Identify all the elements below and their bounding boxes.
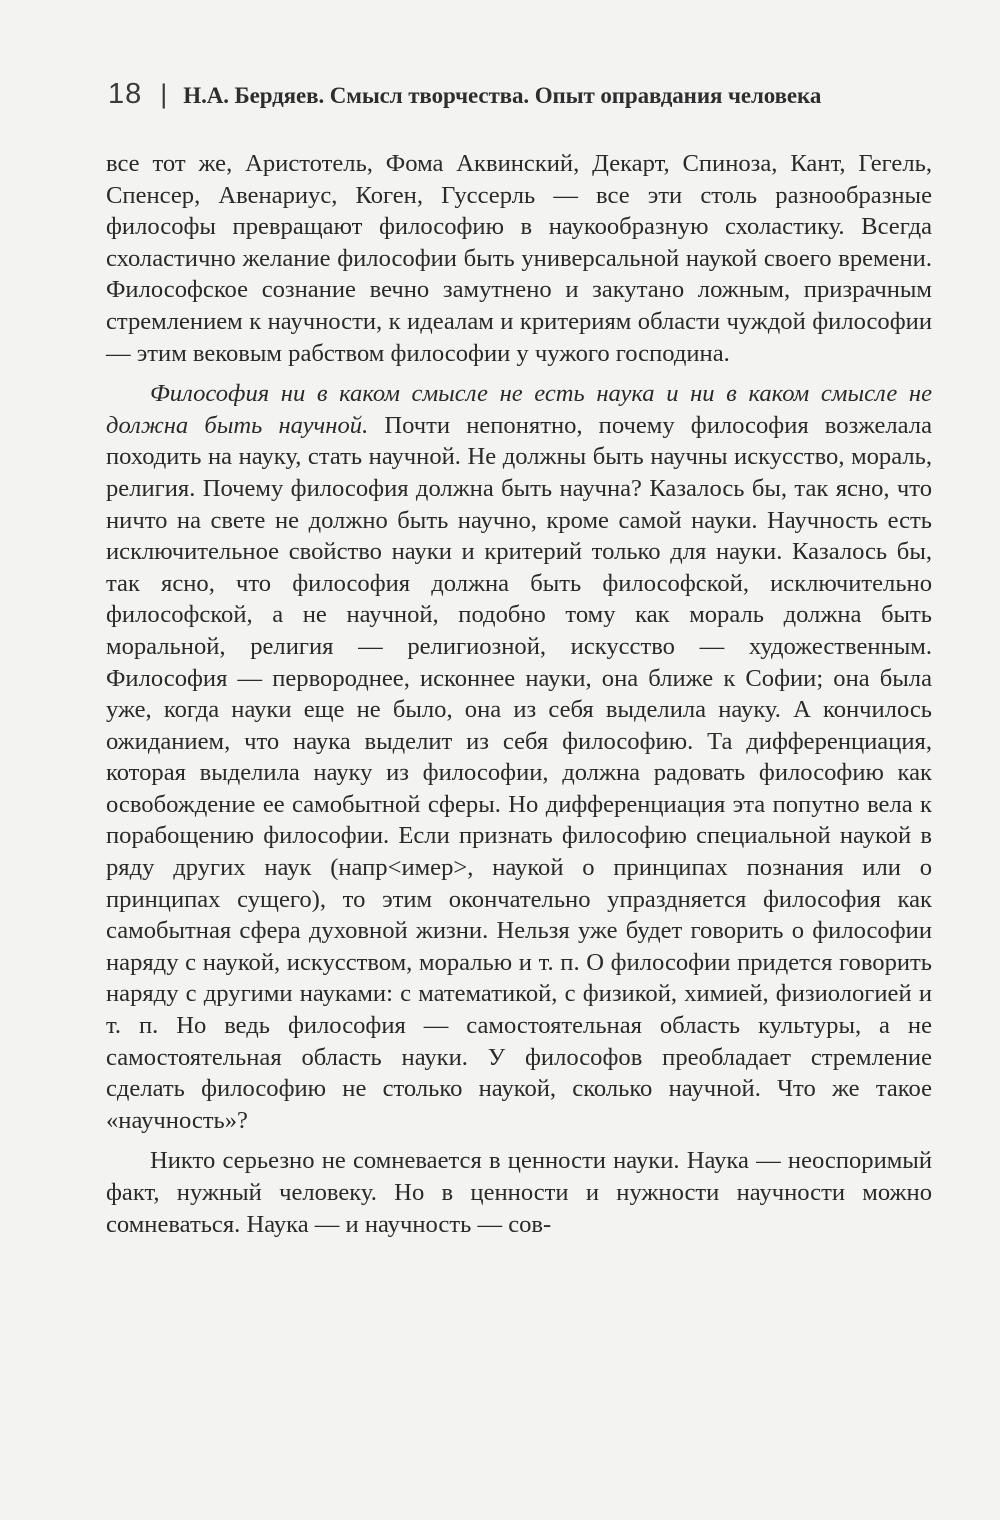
paragraph-3 — [106, 1145, 932, 1240]
running-header — [108, 78, 928, 122]
page-number: 18 — [108, 78, 143, 110]
paragraph-2-italic-lead: Философия ни в каком смысле не есть наука и ни в каком смысле не должна быть научной. — [106, 380, 932, 439]
running-title: Н.А. Бердяев. Смысл творчества. Опыт оправдания человека — [183, 83, 822, 108]
paragraph-1 — [106, 148, 932, 369]
header-divider: | — [160, 79, 168, 109]
paragraph-1-text: все тот же, Аристотель, Фома Аквинский, Декарт, Спиноза, Кант, Гегель, Спенсер, Авенариус, Коген, Гуссерль — все эти столь разнообразные философы превращают философию в наукообразную схоластику. Всегда схоластично желание философии быть универсальной наукой своего времени. Философское сознание вечно замутнено и закутано ложным, призрачным стремлением к научности, к идеалам и критериям области чуждой философии — этим вековым рабством философии у чужого господина. — [106, 150, 932, 367]
body-text — [106, 148, 932, 1240]
paragraph-3-text: Никто серьезно не сомневается в ценности науки. Наука — неоспоримый факт, нужный человеку. Но в ценности и нужности научности можно сомневаться. Наука — и научность — сов- — [106, 1147, 932, 1238]
paragraph-2 — [106, 378, 932, 1136]
paragraph-2-text: Почти непонятно, почему философия возжелала походить на науку, стать научной. Не должны быть научны искусство, мораль, религия. Почему философия должна быть научна? Казалось бы, так ясно, что ничто на свете не должно быть научно, кроме самой науки. Научность есть исключительное свойство науки и критерий только для науки. Казалось бы, так ясно, что философия должна быть философской, исключительно философской, а не научной, подобно тому как мораль должна быть моральной, религия — религиозной, искусство — художественным. Философия — первороднее, исконнее науки, она ближе к Софии; она была уже, когда науки еще не было, она из себя выделила науку. А кончилось ожиданием, что наука выделит из себя философию. Та дифференциация, которая выделила науку из философии, должна радовать философию как освобождение ее самобытной сферы. Но дифференциация эта попутно вела к порабощению философии. Если признать философию специальной наукой в ряду других наук (напр<имер>, наукой о принципах познания или о принципах сущего), то этим окончательно упраздняется философия как самобытная сфера духовной жизни. Нельзя уже будет говорить о философии наряду с наукой, искусством, моралью и т. п. О философии придется говорить наряду с другими науками: с математикой, с физикой, химией, физиологией и т. п. Но ведь философия — самостоятельная область культуры, а не самостоятельная область науки. У философов преобладает стремление сделать философию не столько наукой, сколько научной. Что же такое «научность»? — [106, 411, 932, 1134]
